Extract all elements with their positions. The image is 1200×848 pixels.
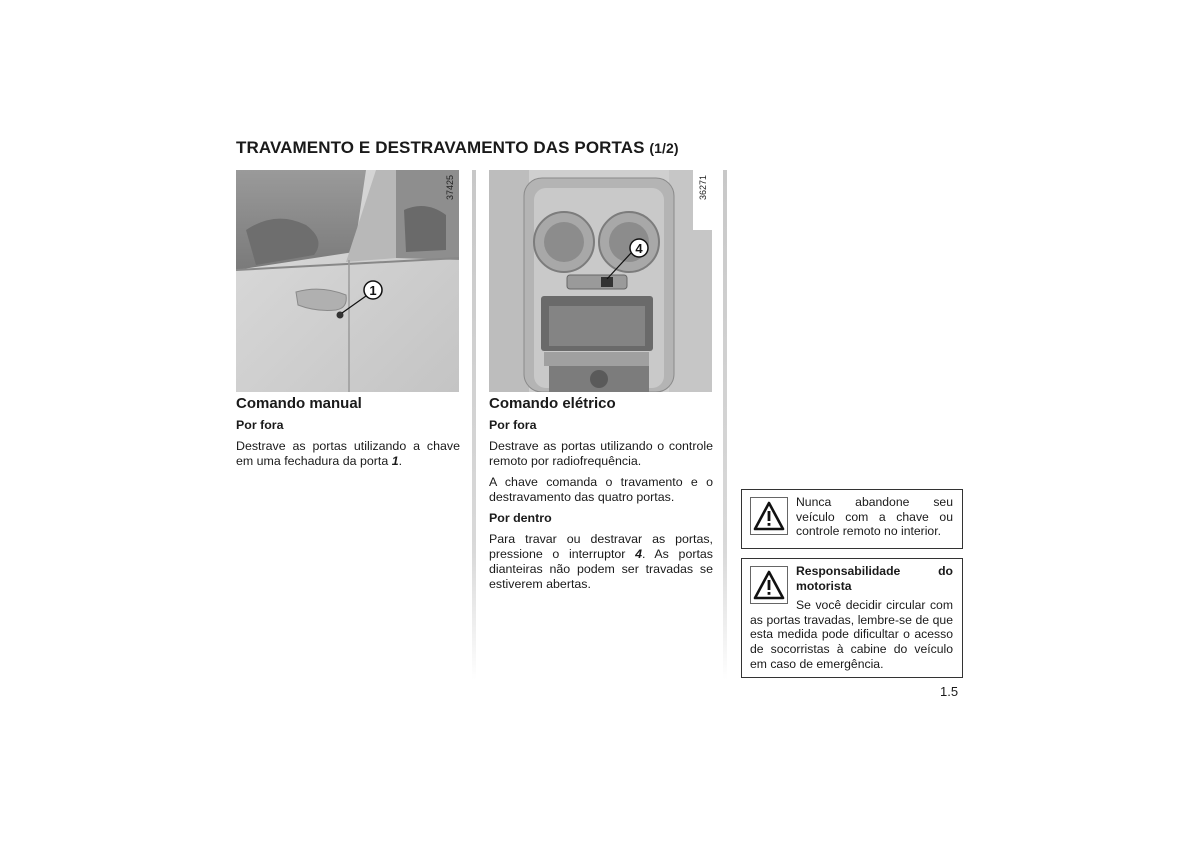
callout-4: 4 <box>635 241 643 256</box>
warning-triangle-icon <box>750 497 788 535</box>
column-divider <box>723 170 727 680</box>
warning-box <box>741 489 963 549</box>
paragraph: Destrave as portas utilizando a chave em uma fechadura da porta 1. <box>236 439 460 468</box>
title-main: TRAVAMENTO E DESTRAVAMENTO DAS PORTAS <box>236 138 645 157</box>
door-handle-figure <box>236 170 459 392</box>
figure-code-left: 37425 <box>445 174 455 200</box>
section-heading: Comando elétrico <box>489 395 616 412</box>
warning-box <box>741 558 963 678</box>
warning-title: Responsabilidade do motorista <box>796 564 953 593</box>
warning-text: Se você decidir circular com as portas travadas, lembre-se de que esta medida pode dificultar o acesso de socorristas à cabine do veículo em caso de emergência. <box>750 598 953 671</box>
subheading: Por fora <box>489 418 537 432</box>
column-divider <box>472 170 476 680</box>
subheading: Por fora <box>236 418 284 432</box>
title-part: (1/2) <box>649 140 679 156</box>
warning-triangle-icon <box>750 566 788 604</box>
door-illustration <box>236 170 459 392</box>
subheading: Por dentro <box>489 511 552 525</box>
center-column <box>489 396 713 598</box>
page-number: 1.5 <box>940 684 959 699</box>
paragraph: Para travar ou destravar as portas, pressione o interruptor 4. As portas dianteiras não podem ser travadas se estiverem abertas. <box>489 532 713 591</box>
paragraph: Destrave as portas utilizando o controle remoto por radiofrequência. <box>489 439 713 468</box>
paragraph: A chave comanda o travamento e o destravamento das quatro portas. <box>489 475 713 504</box>
dashboard-figure <box>489 170 712 392</box>
dashboard-illustration <box>489 170 712 392</box>
page-title <box>236 138 679 158</box>
left-column <box>236 396 460 475</box>
callout-1: 1 <box>369 283 377 298</box>
figure-code-center: 36271 <box>698 174 708 200</box>
warning-text: Nunca abandone seu veículo com a chave ou controle remoto no interior. <box>796 495 953 539</box>
section-heading: Comando manual <box>236 395 362 412</box>
